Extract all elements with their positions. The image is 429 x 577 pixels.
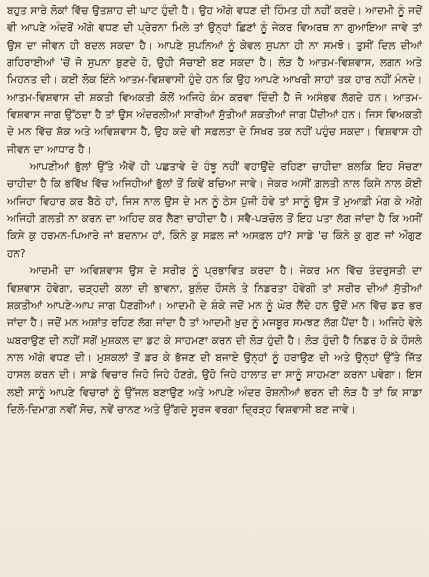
- article-paragraph-3: ਆਦਮੀ ਦਾ ਅਵਿਸ਼ਵਾਸ ਉਸ ਦੇ ਸਰੀਰ ਨੂੰ ਪ੍ਰਭਾਵਿਤ ਕਰਦਾ ਹੈ। ਜੇਕਰ ਮਨ ਵਿੱਚ ਤੰਦਰੁਸਤੀ ਦਾ ਵਿਸ਼ਵਾਸ ਹੋਵੇਗਾ, ਚੜ੍ਹਦੀ ਕਲਾ ਦੀ ਭਾਵਨਾ, ਬੁਲੰਦ ਹੌਸਲੇ ਤੇ ਨਿਡਰਤਾ ਹੋਵੇਗੀ ਤਾਂ ਸਰੀਰ ਦੀਆਂ ਸੁੱਤੀਆਂ ਸ਼ਕਤੀਆਂ ਆਪਣੇ-ਆਪ ਜਾਗ ਪੈਣਗੀਆਂ। ਆਦਮੀ ਦੇ ਸ਼ੰਕੇ ਜਦੋਂ ਮਨ ਨੂੰ ਘੇਰ ਲੈਂਦੇ ਹਨ ਉਦੋਂ ਮਨ ਵਿੱਚ ਡਰ ਭਰ ਜਾਂਦਾ ਹੈ। ਜਦੋਂ ਮਨ ਅਸ਼ਾਂਤ ਰਹਿਣ ਲੱਗ ਜਾਂਦਾ ਹੈ ਤਾਂ ਆਦਮੀ ਖ਼ੁਦ ਨੂੰ ਮਜਬੂਰ ਸਮਝਣ ਲੱਗ ਪੈਂਦਾ ਹੈ। ਅਜਿਹੇ ਵੇਲੇ ਘਬਰਾਉਣ ਦੀ ਨਹੀਂ ਸਗੋਂ ਮੁਸ਼ਕਲ ਦਾ ਡਟ ਕੇ ਸਾਹਮਣਾ ਕਰਨ ਦੀ ਲੋੜ ਹੁੰਦੀ ਹੈ। ਲੋੜ ਹੁੰਦੀ ਹੈ ਨਿਡਰ ਹੋ ਕੇ ਹੌਸਲੇ ਨਾਲ ਅੱਗੇ ਵਧਣ ਦੀ। ਮੁਸ਼ਕਲਾਂ ਤੋਂ ਡਰ ਕੇ ਭੱਜਣ ਦੀ ਬਜਾਏ ਉਨ੍ਹਾਂ ਨੂੰ ਹਰਾਉਣ ਦੀ ਅਤੇ ਉਨ੍ਹਾਂ ਉੱਤੇ ਜਿੱਤ ਹਾਸਲ ਕਰਨ ਦੀ। ਸਾਡੇ ਵਿਚਾਰ ਜਿਹੋ ਜਿਹੇ ਹੋਣਗੇ, ਉਹੋ ਜਿਹੇ ਹਾਲਾਤ ਦਾ ਸਾਨੂੰ ਸਾਹਮਣਾ ਕਰਨਾ ਪਵੇਗਾ। ਇਸ ਲਈ ਸਾਨੂੰ ਆਪਣੇ ਵਿਚਾਰਾਂ ਨੂੰ ਉੱਜਲ ਬਣਾਉਣ ਅਤੇ ਆਪਣੇ ਅੰਦਰ ਰੋਸ਼ਨੀਆਂ ਭਰਨ ਦੀ ਲੋੜ ਹੈ ਤਾਂ ਕਿ ਸਾਡਾ ਦਿਲੋ-ਦਿਮਾਗ਼ ਨਵੀਂ ਸੋਚ, ਨਵੇਂ ਚਾਨਣ ਅਤੇ ਉੱਗਦੇ ਸੂਰਜ ਵਰਗਾ ਦ੍ਰਿੜ੍ਹ ਵਿਸ਼ਵਾਸੀ ਬਣ ਜਾਵੇ।: [7, 265, 422, 416]
- article-paragraph-2: ਆਪਣੀਆਂ ਭੁੱਲਾਂ ਉੱਤੇ ਐਵੇਂ ਹੀ ਪਛਤਾਵੇ ਦੇ ਹੰਝੂ ਨਹੀਂ ਵਹਾਉਂਦੇ ਰਹਿਣਾ ਚਾਹੀਦਾ ਬਲਕਿ ਇਹ ਸੋਚਣਾ ਚਾਹੀਦਾ ਹੈ ਕਿ ਭਵਿੱਖ ਵਿੱਚ ਅਜਿਹੀਆਂ ਭੁੱਲਾਂ ਤੋਂ ਕਿਵੇਂ ਬਚਿਆ ਜਾਵੇ। ਜੇਕਰ ਅਸੀਂ ਗ਼ਲਤੀ ਨਾਲ ਕਿਸੇ ਨਾਲ ਕੋਈ ਅਜਿਹਾ ਵਿਹਾਰ ਕਰ ਬੈਠੇ ਹਾਂ, ਜਿਸ ਨਾਲ ਉਸ ਦੇ ਮਨ ਨੂੰ ਠੇਸ ਪੁੱਜੀ ਹੋਵੇ ਤਾਂ ਸਾਨੂੰ ਉਸ ਤੋਂ ਮੁਆਫ਼ੀ ਮੰਗ ਕੇ ਅੱਗੇ ਅਜਿਹੀ ਗ਼ਲਤੀ ਨਾ ਕਰਨ ਦਾ ਅਹਿਦ ਕਰ ਲੈਣਾ ਚਾਹੀਦਾ ਹੈ। ਸਵੈ-ਪੜਚੋਲ ਤੋਂ ਇਹ ਪਤਾ ਲੱਗ ਜਾਂਦਾ ਹੈ ਕਿ ਅਸੀਂ ਕਿਸੇ ਕੁ ਹਰਮਨ-ਪਿਆਰੇ ਜਾਂ ਬਦਨਾਮ ਹਾਂ, ਕਿੰਨੇ ਕੁ ਸਫ਼ਲ ਜਾਂ ਅਸਫ਼ਲ ਹਾਂ? ਸਾਡੇ 'ਚ ਕਿੰਨੇ ਕੁ ਗੁਣ ਜਾਂ ਔਗੁਣ ਹਨ?: [7, 161, 422, 260]
- article-paragraph-1: ਬਹੁਤ ਸਾਰੇ ਲੋਕਾਂ ਵਿੱਚ ਉਤਸ਼ਾਹ ਦੀ ਘਾਟ ਹੁੰਦੀ ਹੈ। ਉਹ ਅੱਗੇ ਵਧਣ ਦੀ ਹਿੰਮਤ ਹੀ ਨਹੀਂ ਕਰਦੇ। ਆਦਮੀ ਨੂੰ ਜਦੋਂ ਵੀ ਆਪਣੇ ਅੰਦਰੋਂ ਅੱਗੇ ਵਧਣ ਦੀ ਪ੍ਰੇਰਨਾ ਮਿਲੇ ਤਾਂ ਉਨ੍ਹਾਂ ਛਿਣਾਂ ਨੂੰ ਜੇਕਰ ਵਿਅਰਥ ਨਾ ਗੁਆਇਆ ਜਾਵੇ ਤਾਂ ਉਸ ਦਾ ਜੀਵਨ ਹੀ ਬਦਲ ਸਕਦਾ ਹੈ। ਆਪਣੇ ਸੁਪਨਿਆਂ ਨੂੰ ਕੇਵਲ ਸੁਪਨਾ ਹੀ ਨਾ ਸਮਝੋ। ਤੁਸੀਂ ਦਿਲ ਦੀਆਂ ਗਹਿਰਾਈਆਂ 'ਚੋਂ ਜੋ ਸੁਪਨਾ ਬੁਣਦੇ ਹੋ, ਉਹੀ ਸੱਚਾਈ ਬਣ ਸਕਦਾ ਹੈ। ਲੋੜ ਹੈ ਆਤਮ-ਵਿਸ਼ਵਾਸ, ਲਗਨ ਅਤੇ ਮਿਹਨਤ ਦੀ। ਕਈ ਲੋਕ ਇੰਨੇ ਆਤਮ-ਵਿਸ਼ਵਾਸੀ ਹੁੰਦੇ ਹਨ ਕਿ ਉਹ ਆਪਣੇ ਆਖਰੀ ਸਾਹਾਂ ਤਕ ਹਾਰ ਨਹੀਂ ਮੰਨਦੇ। ਆਤਮ-ਵਿਸ਼ਵਾਸ ਦੀ ਸ਼ਕਤੀ ਵਿਅਕਤੀ ਕੋਲੋਂ ਅਜਿਹੇ ਕੰਮ ਕਰਵਾ ਦਿੰਦੀ ਹੈ ਜੋ ਅਸੰਭਵ ਲੱਗਦੇ ਹਨ। ਆਤਮ-ਵਿਸ਼ਵਾਸ ਜਾਗ ਉੱਠਦਾ ਹੈ ਤਾਂ ਉਸ ਅੰਦਰਲੀਆਂ ਸਾਰੀਆਂ ਸੁੱਤੀਆਂ ਸ਼ਕਤੀਆਂ ਜਾਗ ਪੈਂਦੀਆਂ ਹਨ। ਜਿਸ ਵਿਅਕਤੀ ਦੇ ਮਨ ਵਿੱਚ ਸ਼ੱਕ ਅਤੇ ਅਵਿਸ਼ਵਾਸ ਹੈ, ਉਹ ਕਦੇ ਵੀ ਸਫ਼ਲਤਾ ਦੇ ਸਿਖਰ ਤਕ ਨਹੀਂ ਪਹੁੰਚ ਸਕਦਾ। ਵਿਸ਼ਵਾਸ ਹੀ ਜੀਵਨ ਦਾ ਆਧਾਰ ਹੈ।: [7, 5, 422, 156]
